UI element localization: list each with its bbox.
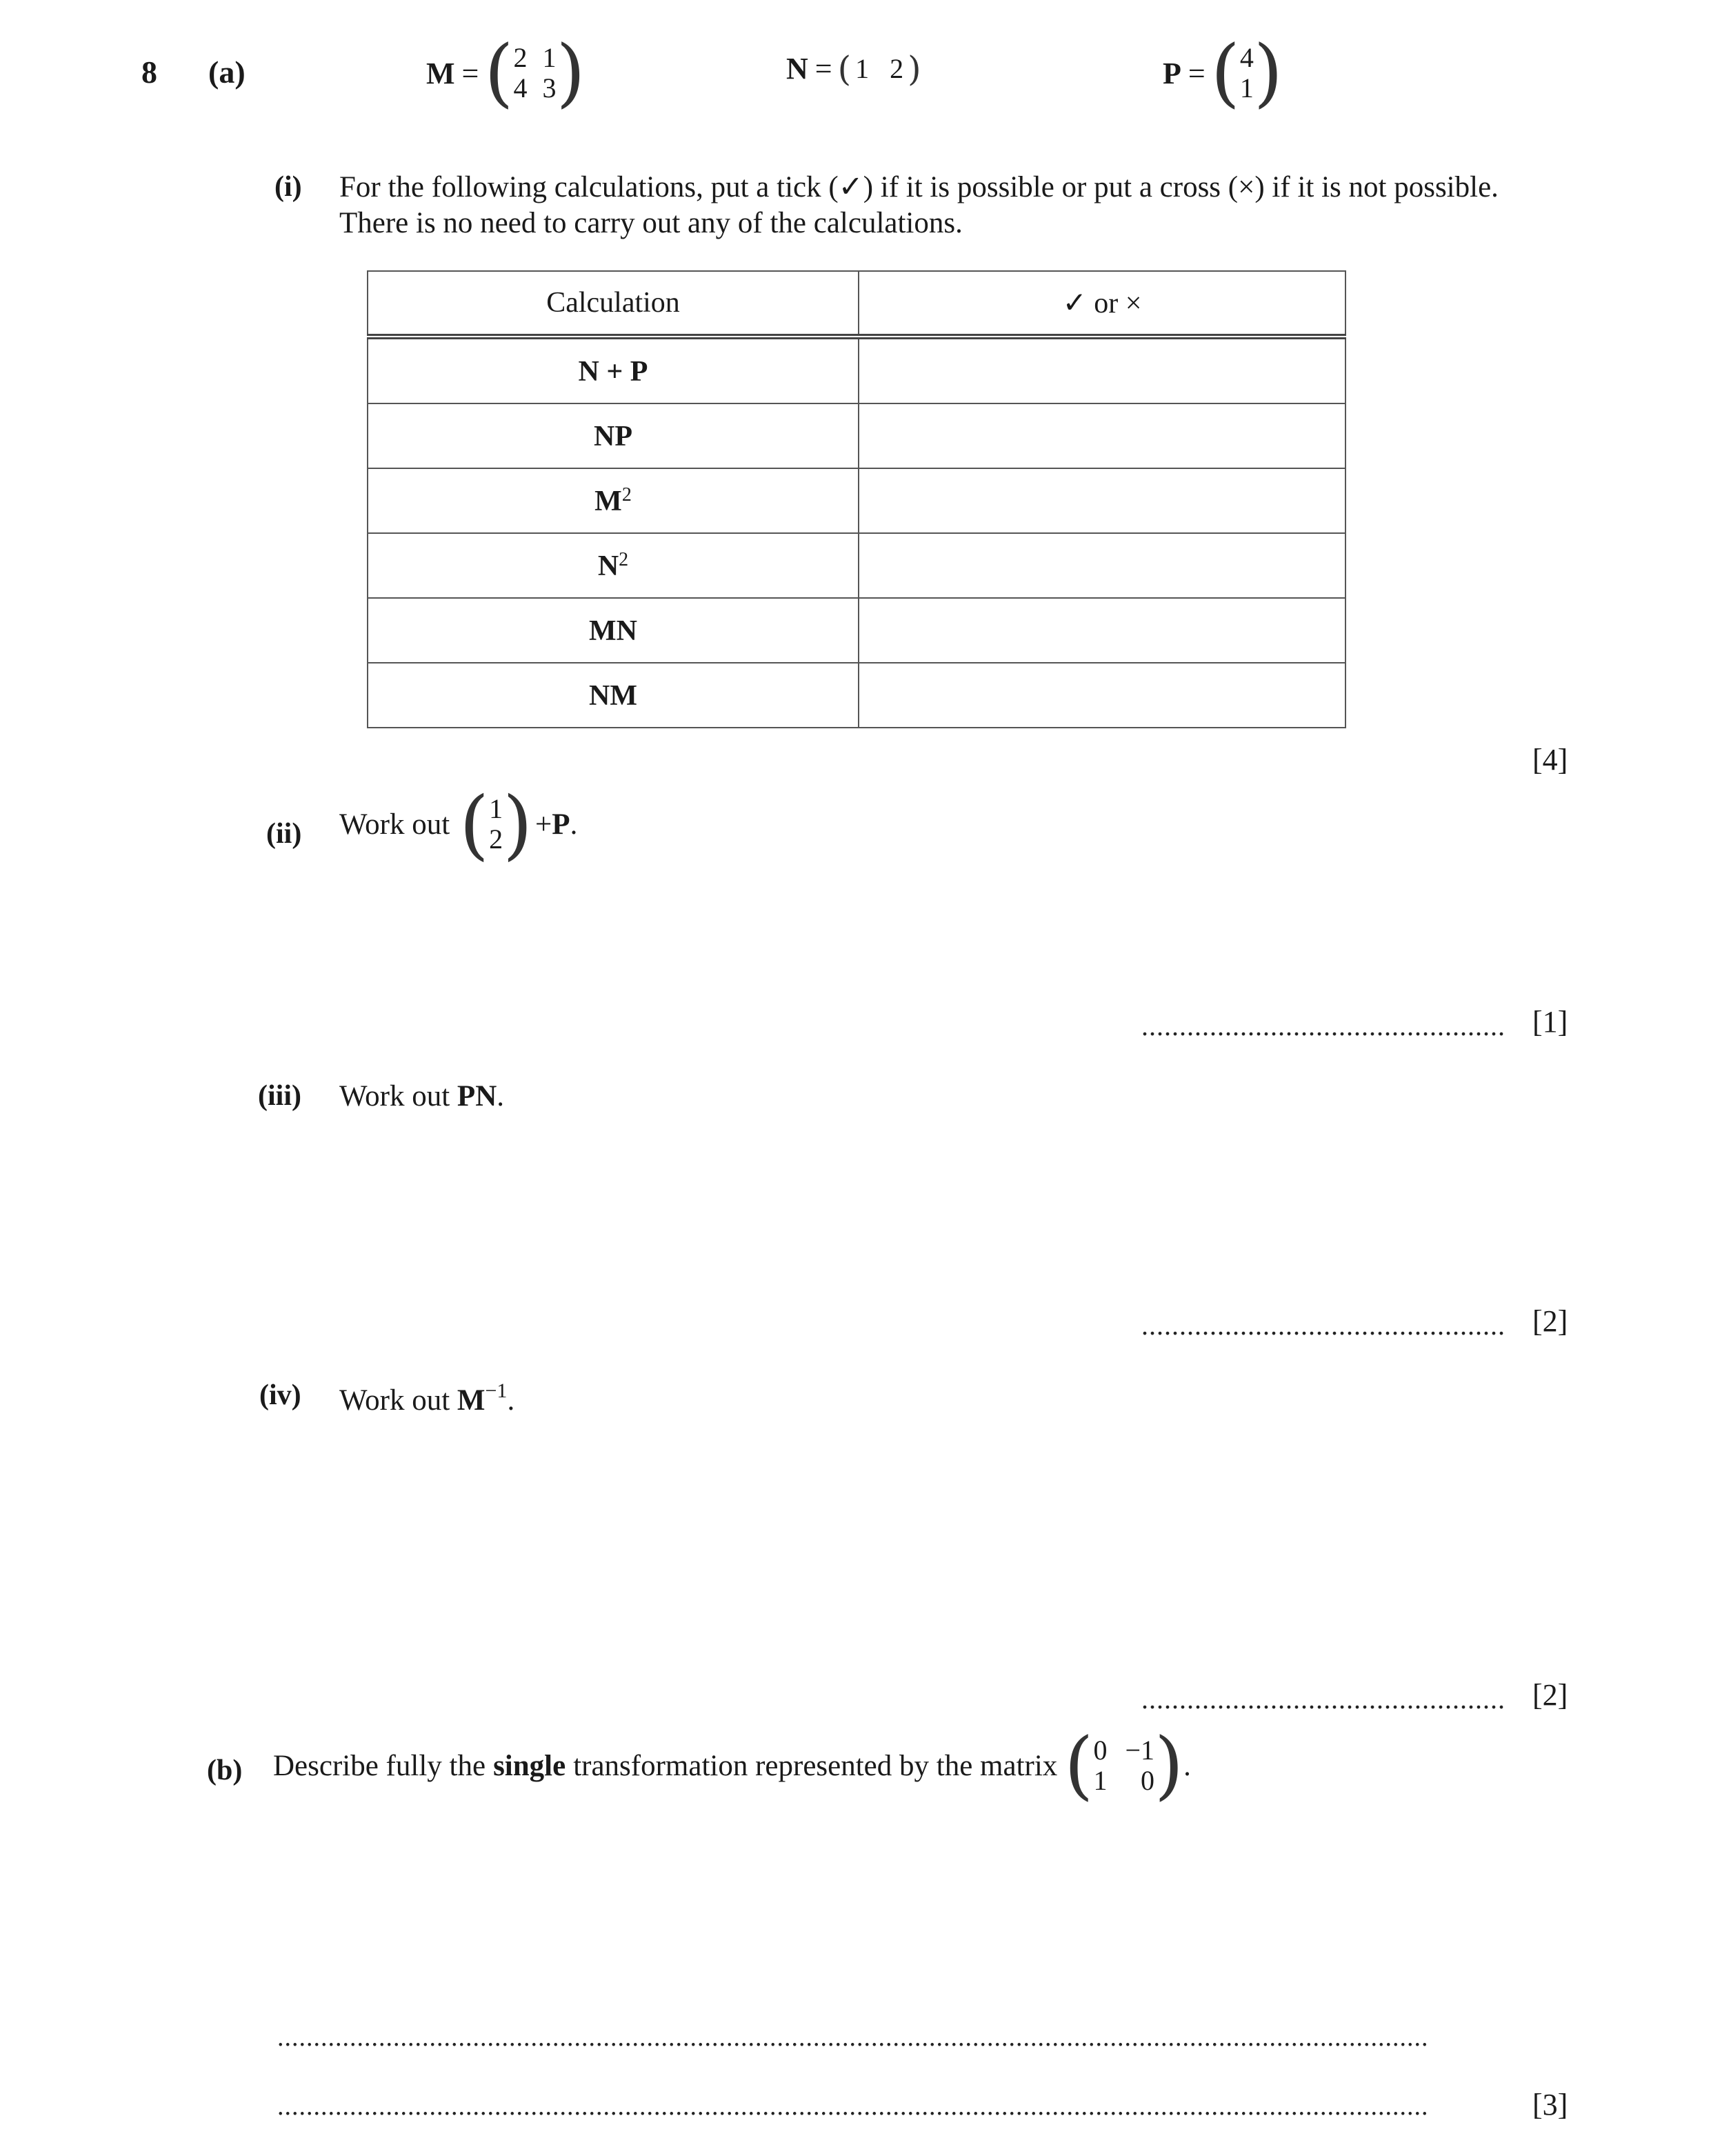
part-iii-label: (iii) [258,1080,301,1112]
part-iv-marks: [2] [1532,1678,1568,1712]
calculation-cell [368,468,859,533]
left-paren: ( [484,30,514,116]
part-a-label: (a) [208,54,246,90]
part-iii-text: Work out [339,1080,450,1112]
answer-cell[interactable] [859,403,1345,468]
part-b-text-pre: Describe fully the [273,1749,486,1782]
part-i-instruction-line2: There is no need to carry out any of the calculations. [339,207,963,239]
matrix-n-values [855,54,903,84]
matrix-entry: 4 [513,72,528,103]
answer-cell[interactable] [859,663,1345,728]
table-row [368,663,1345,728]
plus-sign: + [535,808,552,841]
calculation-text: N + P [578,355,648,388]
answer-line[interactable]: ................................................ [1141,1010,1505,1041]
answer-cell[interactable] [859,598,1345,663]
question-number: 8 [141,54,157,90]
matrix-entry: 0 [1093,1735,1108,1766]
matrix-n-label: N [786,52,808,86]
part-i-marks: [4] [1532,743,1568,777]
pn-term: PN [457,1080,497,1112]
part-b-text-bold: single [493,1749,566,1782]
answer-line[interactable]: ............................................................................................................................................................... [277,2092,1429,2121]
period: . [497,1080,504,1112]
left-paren: ( [837,48,852,89]
part-ii-question [339,780,578,868]
matrix-entry: 0 [1141,1765,1154,1796]
answer-cell[interactable] [859,337,1345,403]
part-ii-text: Work out [339,808,450,841]
header-tick-or-cross: ✓ or × [859,271,1345,337]
transformation-matrix-values [1093,1735,1154,1796]
part-ii-label: (ii) [266,818,302,850]
matrix-entry: 3 [542,72,557,103]
right-paren: ) [503,780,533,868]
part-b-question [273,1722,1191,1808]
header-calculation: Calculation [368,271,859,337]
part-b-text-post: transformation represented by the matrix [573,1749,1058,1782]
answer-line[interactable]: ................................................ [1141,1684,1505,1715]
period: . [1183,1749,1191,1782]
right-paren: ) [1253,30,1283,116]
matrix-p-ref: P [552,808,570,841]
table-row [368,403,1345,468]
answer-cell[interactable] [859,533,1345,598]
left-paren: ( [1064,1722,1094,1808]
matrix-entry: 1 [542,42,557,73]
calculation-text: N [597,550,619,582]
period: . [570,808,578,841]
calculation-cell [368,598,859,663]
calculation-cell [368,663,859,728]
part-b-label: (b) [207,1755,243,1786]
matrix-p-definition [1163,30,1283,116]
matrix-entry: 1 [1093,1765,1108,1796]
vector-entry: 1 [489,793,503,824]
part-i-instruction-line1: For the following calculations, put a tick (✓) if it is possible or put a cross (×) if it is not possible. [339,171,1499,203]
left-paren: ( [459,780,490,868]
matrix-m-definition [426,30,586,116]
right-paren: ) [908,48,921,89]
period: . [507,1384,515,1417]
left-paren: ( [1210,30,1240,116]
answer-line[interactable]: ................................................ [1141,1310,1505,1341]
calculation-table [367,270,1346,728]
vector-values [489,794,503,855]
table-row [368,337,1345,403]
matrix-entry: 2 [890,52,904,84]
table-row [368,533,1345,598]
calculation-cell [368,403,859,468]
m-term: M [457,1384,486,1417]
calculation-cell [368,533,859,598]
calculation-text: MN [589,615,637,647]
right-paren: ) [1154,1722,1184,1808]
equals-sign: = [814,52,832,86]
inverse-exponent: −1 [485,1379,508,1402]
table-row [368,468,1345,533]
matrix-entry: −1 [1125,1735,1154,1766]
part-b-marks: [3] [1532,2088,1568,2122]
matrix-entry: 2 [513,42,528,73]
calculation-exponent: 2 [619,548,629,570]
calculation-exponent: 2 [621,483,632,506]
equals-sign: = [1188,56,1205,90]
equals-sign: = [461,56,479,90]
calculation-text: NP [594,420,632,452]
matrix-n-definition [786,48,921,89]
part-iv-label: (iv) [259,1379,301,1411]
matrix-entry: 1 [855,52,870,84]
part-iv-question [339,1381,514,1415]
table-header-row [368,271,1345,337]
part-i-label: (i) [274,171,302,203]
answer-cell[interactable] [859,468,1345,533]
part-iii-marks: [2] [1532,1304,1568,1338]
right-paren: ) [556,30,586,116]
matrix-m-label: M [426,56,455,90]
answer-line[interactable]: ............................................................................................................................................................... [277,2023,1429,2052]
calculation-text: M [594,485,622,517]
part-iii-question [339,1081,504,1111]
part-ii-marks: [1] [1532,1005,1568,1039]
matrix-entry: 4 [1239,42,1254,73]
part-iv-text: Work out [339,1384,450,1417]
vector-entry: 2 [489,824,503,855]
matrix-entry: 1 [1239,72,1254,103]
calculation-text: NM [589,679,637,712]
matrix-p-label: P [1163,56,1181,90]
calculation-cell [368,337,859,403]
matrix-p-values [1240,43,1254,103]
matrix-m-values [514,43,557,103]
table-row [368,598,1345,663]
